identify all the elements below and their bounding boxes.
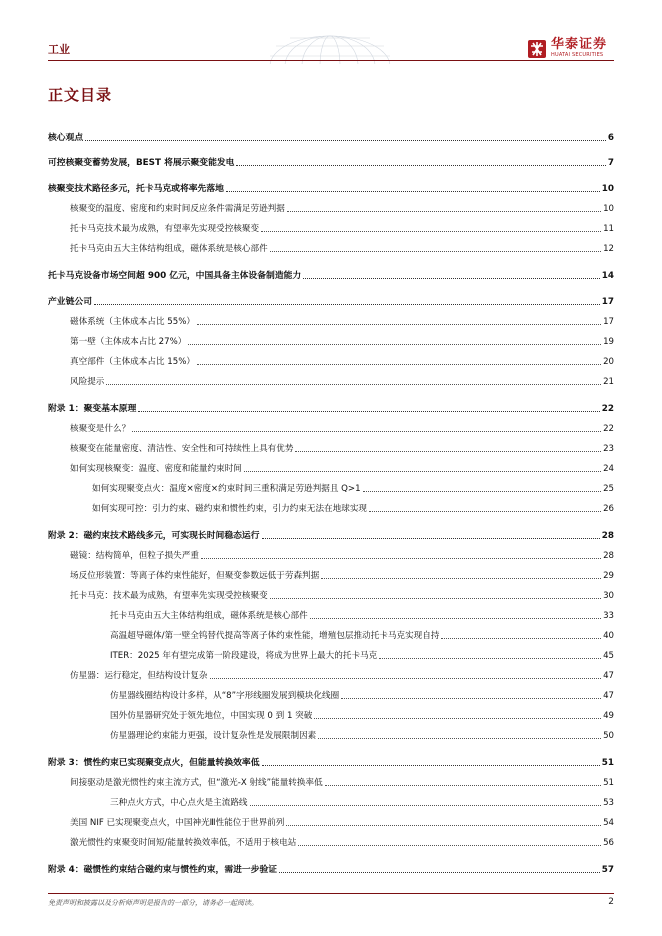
toc-entry[interactable] [48, 481, 614, 495]
toc-entry-page: 7 [607, 158, 614, 168]
toc-leader-dots [341, 698, 601, 699]
footer-divider [48, 893, 614, 894]
toc-leader-dots [226, 191, 600, 192]
brand-name-en: HUATAI SECURITIES [551, 52, 604, 58]
toc-entry-title: 附录 1：聚变基本原理 [48, 404, 137, 414]
toc-entry-page: 45 [603, 651, 614, 661]
toc-entry-title: 核聚变技术路径多元，托卡马克或将率先落地 [48, 184, 224, 194]
toc-entry[interactable] [48, 568, 614, 582]
page-title: 正文目录 [48, 86, 113, 104]
toc-entry[interactable] [48, 354, 614, 368]
toc-leader-dots [262, 765, 600, 766]
toc-entry[interactable] [48, 421, 614, 435]
toc-leader-dots [310, 618, 601, 619]
toc-leader-dots [236, 165, 605, 166]
header-divider [48, 60, 614, 61]
toc-leader-dots [314, 718, 601, 719]
toc-entry-title: 激光惯性约束聚变时间短/能量转换效率低，不适用于核电站 [70, 838, 297, 848]
toc-entry[interactable] [48, 314, 614, 328]
toc-leader-dots [106, 384, 601, 385]
toc-entry-title: 附录 2：磁约束技术路线多元，可实现长时间稳态运行 [48, 531, 260, 541]
toc-entry[interactable] [48, 862, 614, 876]
toc-leader-dots [303, 278, 600, 279]
toc-leader-dots [321, 578, 601, 579]
toc-leader-dots [295, 451, 601, 452]
toc-entry-page: 51 [601, 758, 614, 768]
toc-entry[interactable] [48, 201, 614, 215]
toc-entry-page: 53 [603, 798, 614, 808]
toc-entry-page: 26 [603, 504, 614, 514]
toc-entry-title: 托卡马克：技术最为成熟，有望率先实现受控核聚变 [70, 591, 268, 601]
toc-entry[interactable] [48, 668, 614, 682]
toc-entry[interactable] [48, 608, 614, 622]
header-section-label: 工业 [48, 43, 70, 56]
toc-entry-page: 57 [601, 865, 614, 875]
toc-entry-page: 33 [603, 611, 614, 621]
huatai-logo-icon [528, 40, 546, 58]
toc-leader-dots [201, 558, 601, 559]
toc-entry-title: 场反位形装置：等离子体约束性能好，但聚变参数远低于劳森判据 [70, 571, 320, 581]
toc-leader-dots [197, 364, 601, 365]
globe-watermark-icon [260, 26, 400, 64]
toc-entry-title: 间接驱动是激光惯性约束主流方式，但“激光-X 射线”能量转换率低 [70, 778, 323, 788]
toc-leader-dots [270, 598, 601, 599]
toc-entry-title: 如何实现可控：引力约束、磁约束和惯性约束，引力约束无法在地球实现 [92, 504, 368, 514]
toc-entry-page: 40 [603, 631, 614, 641]
toc-entry-title: 如何实现核聚变：温度、密度和能量约束时间 [70, 464, 242, 474]
toc-entry[interactable] [48, 628, 614, 642]
toc-entry[interactable] [48, 294, 614, 308]
toc-entry-page: 54 [603, 818, 614, 828]
toc-entry-page: 24 [603, 464, 614, 474]
toc-leader-dots [369, 511, 601, 512]
toc-entry-page: 10 [603, 204, 614, 214]
toc-entry[interactable] [48, 775, 614, 789]
toc-entry-title: 托卡马克技术最为成熟，有望率先实现受控核聚变 [70, 224, 260, 234]
toc-entry[interactable] [48, 708, 614, 722]
toc-entry-title: 国外仿星器研究处于领先地位，中国实现 0 到 1 突破 [110, 711, 313, 721]
toc-leader-dots [197, 324, 601, 325]
toc-leader-dots [138, 411, 599, 412]
toc-entry-page: 14 [601, 271, 614, 281]
toc-entry[interactable] [48, 835, 614, 849]
toc-leader-dots [188, 344, 601, 345]
toc-entry[interactable] [48, 548, 614, 562]
toc-entry-page: 23 [603, 444, 614, 454]
toc-entry[interactable] [48, 728, 614, 742]
toc-entry[interactable] [48, 268, 614, 282]
toc-entry-page: 22 [601, 404, 614, 414]
toc-entry[interactable] [48, 755, 614, 769]
footer-disclaimer: 免责声明和披露以及分析师声明是报告的一部分，请务必一起阅读。 [48, 899, 258, 907]
toc-entry-title: 美国 NIF 已实现聚变点火，中国神光Ⅲ性能位于世界前列 [70, 818, 285, 828]
toc-leader-dots [270, 251, 601, 252]
toc-entry-page: 30 [603, 591, 614, 601]
toc-entry[interactable] [48, 648, 614, 662]
toc-entry[interactable] [48, 334, 614, 348]
toc-entry-title: 托卡马克由五大主体结构组成，磁体系统是核心部件 [110, 611, 308, 621]
toc-entry-title: 附录 3：惯性约束已实现聚变点火，但能量转换效率低 [48, 758, 260, 768]
toc-entry-page: 22 [603, 424, 614, 434]
toc-entry[interactable] [48, 688, 614, 702]
toc-leader-dots [379, 658, 601, 659]
toc-entry[interactable] [48, 401, 614, 415]
toc-entry-title: 真空部件（主体成本占比 15%） [70, 357, 195, 367]
toc-entry[interactable] [48, 130, 614, 144]
toc-entry-title: 核聚变是什么？ [70, 424, 131, 434]
toc-entry-page: 29 [603, 571, 614, 581]
toc-entry-title: 附录 4：磁惯性约束结合磁约束与惯性约束，需进一步验证 [48, 865, 278, 875]
toc-entry-page: 19 [603, 337, 614, 347]
toc-entry-page: 17 [601, 297, 614, 307]
toc-entry-page: 50 [603, 731, 614, 741]
toc-entry-page: 6 [607, 133, 614, 143]
toc-entry-title: 核聚变的温度、密度和约束时间反应条件需满足劳逊判据 [70, 204, 285, 214]
toc-entry-page: 56 [603, 838, 614, 848]
toc-entry-title: 三种点火方式，中心点火是主流路线 [110, 798, 248, 808]
page-number: 2 [608, 897, 614, 907]
toc-entry-title: 如何实现聚变点火：温度×密度×约束时间三重积满足劳逊判据且 Q>1 [92, 484, 361, 494]
toc-leader-dots [287, 211, 601, 212]
toc-entry-page: 12 [603, 244, 614, 254]
toc-entry-title: 仿星器：运行稳定，但结构设计复杂 [70, 671, 208, 681]
toc-entry[interactable] [48, 795, 614, 809]
toc-entry-page: 28 [603, 551, 614, 561]
toc-entry-page: 49 [603, 711, 614, 721]
toc-leader-dots [325, 785, 601, 786]
brand-logo [528, 38, 607, 59]
toc-entry[interactable] [48, 181, 614, 195]
toc-leader-dots [262, 538, 600, 539]
toc-entry-title: 托卡马克由五大主体结构组成，磁体系统是核心部件 [70, 244, 268, 254]
toc-leader-dots [94, 304, 600, 305]
toc-leader-dots [85, 140, 606, 141]
toc-entry[interactable] [48, 528, 614, 542]
toc-leader-dots [298, 845, 601, 846]
toc-entry-title: 仿星器理论约束能力更强，设计复杂性是发展限制因素 [110, 731, 317, 741]
toc-entry[interactable] [48, 815, 614, 829]
toc-entry-title: 磁镜：结构简单，但粒子损失严重 [70, 551, 199, 561]
toc-entry-page: 51 [603, 778, 614, 788]
toc-entry-title: 风险提示 [70, 377, 105, 387]
toc-entry-title: 第一壁（主体成本占比 27%） [70, 337, 187, 347]
toc-entry-title: 高温超导磁体/第一壁全钨替代提高等离子体约束性能，增殖包层推动托卡马克实现自持 [110, 631, 440, 641]
toc-leader-dots [210, 678, 602, 679]
toc-entry-title: 产业链公司 [48, 297, 92, 307]
toc-leader-dots [279, 872, 600, 873]
toc-entry-page: 28 [601, 531, 614, 541]
toc-entry-title: 核心观点 [48, 133, 84, 143]
toc-leader-dots [132, 431, 601, 432]
toc-entry-page: 47 [603, 671, 614, 681]
brand-name-cn: 华泰证券 [551, 37, 608, 52]
toc-entry[interactable] [48, 588, 614, 602]
toc-leader-dots [318, 738, 601, 739]
toc-entry[interactable] [48, 241, 614, 255]
toc-entry-page: 10 [601, 184, 614, 194]
toc-entry-title: 仿星器线圈结构设计多样，从“8”字形线圈发展到模块化线圈 [110, 691, 340, 701]
toc-entry-page: 25 [603, 484, 614, 494]
toc-entry[interactable] [48, 461, 614, 475]
toc-entry-title: 可控核聚变蓄势发展，BEST 将展示聚变能发电 [48, 158, 235, 168]
toc-entry-page: 47 [603, 691, 614, 701]
toc-entry-title: 托卡马克设备市场空间超 900 亿元，中国具备主体设备制造能力 [48, 271, 302, 281]
toc-leader-dots [244, 471, 601, 472]
toc-entry-title: 磁体系统（主体成本占比 55%） [70, 317, 195, 327]
toc-entry[interactable] [48, 221, 614, 235]
toc-entry[interactable] [48, 155, 614, 169]
toc-entry-page: 20 [603, 357, 614, 367]
toc-entry-title: ITER：2025 年有望完成第一阶段建设，将成为世界上最大的托卡马克 [110, 651, 378, 661]
toc-entry[interactable] [48, 441, 614, 455]
toc-entry-page: 21 [603, 377, 614, 387]
toc-entry-page: 11 [603, 224, 614, 234]
toc-entry-page: 17 [603, 317, 614, 327]
toc-leader-dots [363, 491, 601, 492]
toc-leader-dots [261, 231, 601, 232]
toc-leader-dots [250, 805, 602, 806]
toc-entry[interactable] [48, 501, 614, 515]
toc-entry-title: 核聚变在能量密度、清洁性、安全性和可持续性上具有优势 [70, 444, 294, 454]
toc-entry[interactable] [48, 374, 614, 388]
toc-leader-dots [286, 825, 601, 826]
toc-leader-dots [441, 638, 601, 639]
